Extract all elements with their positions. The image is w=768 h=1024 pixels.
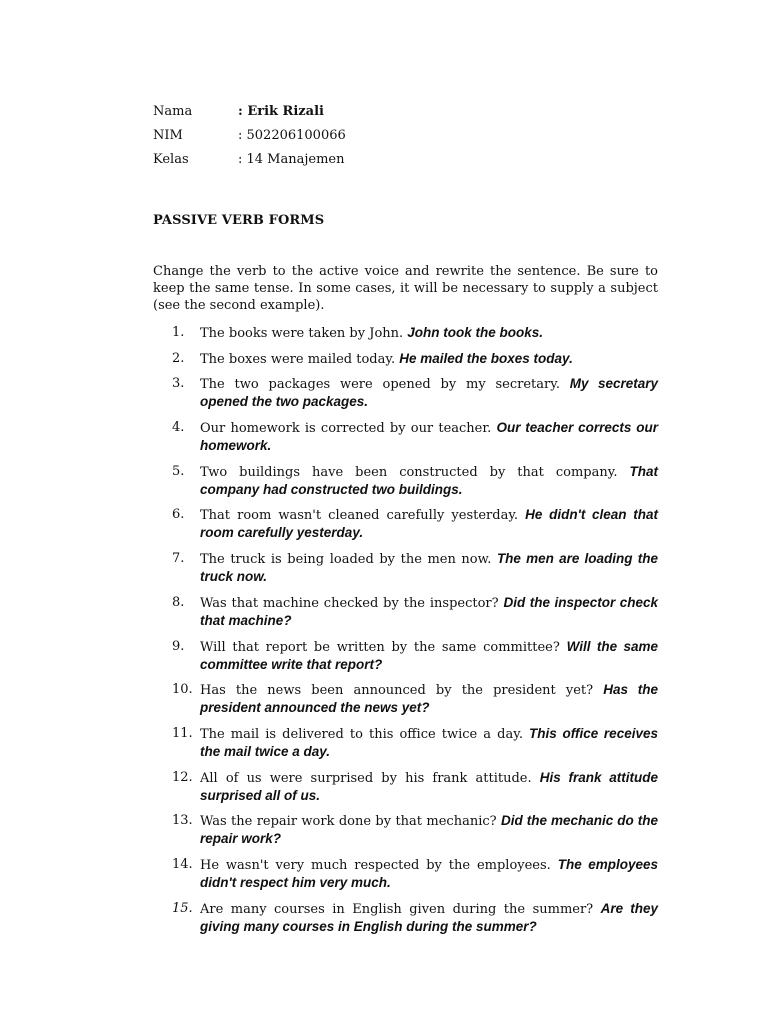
item-content bbox=[200, 506, 658, 542]
active-sentence-answer: Our teacher corrects our homework. bbox=[200, 420, 658, 454]
item-number bbox=[153, 812, 200, 848]
class-row bbox=[153, 151, 603, 175]
item-number bbox=[153, 375, 200, 411]
item-number-text: 5. bbox=[172, 463, 185, 479]
item-number bbox=[153, 856, 200, 892]
name-value: : Erik Rizali bbox=[238, 104, 324, 119]
active-sentence-answer: His frank attitude surprised all of us. bbox=[200, 769, 658, 803]
passive-sentence: The two packages were opened by my secretary. bbox=[200, 377, 560, 393]
list-item bbox=[153, 324, 658, 342]
passive-sentence: All of us were surprised by his frank attitude. bbox=[200, 770, 532, 786]
item-number bbox=[153, 900, 200, 936]
section-title: PASSIVE VERB FORMS bbox=[153, 213, 325, 228]
active-sentence-answer: He didn't clean that room carefully yesterday. bbox=[200, 507, 658, 541]
item-number-text: 4. bbox=[172, 420, 185, 436]
list-item bbox=[153, 506, 658, 542]
passive-sentence: The mail is delivered to this office twice a day. bbox=[200, 726, 523, 742]
active-sentence-answer: Are they giving many courses in English during the summer? bbox=[200, 900, 658, 934]
list-item bbox=[153, 594, 658, 630]
item-content bbox=[200, 769, 658, 805]
active-sentence-answer: My secretary opened the two packages. bbox=[200, 376, 659, 410]
active-sentence-answer: Has the president announced the news yet? bbox=[200, 682, 658, 716]
class-label: Kelas bbox=[153, 152, 189, 167]
item-content bbox=[200, 725, 658, 761]
student-info bbox=[153, 103, 603, 175]
active-sentence-answer: The men are loading the truck now. bbox=[200, 551, 658, 585]
class-value: : 14 Manajemen bbox=[238, 152, 345, 167]
item-number bbox=[153, 681, 200, 717]
item-number-text: 10. bbox=[172, 682, 193, 698]
passive-sentence: Has the news been announced by the president yet? bbox=[200, 683, 594, 699]
name-row bbox=[153, 103, 603, 127]
list-item bbox=[153, 375, 658, 411]
item-content bbox=[200, 594, 658, 630]
name-label: Nama bbox=[153, 104, 193, 119]
nim-value: : 502206100066 bbox=[238, 128, 346, 143]
active-sentence-answer: He mailed the boxes today. bbox=[399, 350, 573, 366]
passive-sentence: He wasn't very much respected by the employees. bbox=[200, 857, 551, 873]
item-number bbox=[153, 324, 200, 342]
item-number-text: 14. bbox=[172, 856, 193, 872]
passive-sentence: Our homework is corrected by our teacher. bbox=[200, 421, 492, 437]
item-number bbox=[153, 638, 200, 674]
item-number-text: 2. bbox=[172, 350, 185, 366]
active-sentence-answer: Will the same committee write that report? bbox=[200, 638, 659, 672]
passive-sentence: That room wasn't cleaned carefully yesterday. bbox=[200, 508, 519, 524]
list-item bbox=[153, 769, 658, 805]
item-number-text: 9. bbox=[172, 638, 185, 654]
passive-sentence: Two buildings have been constructed by that company. bbox=[200, 464, 618, 480]
passive-sentence: Was that machine checked by the inspector? bbox=[200, 595, 499, 611]
list-item bbox=[153, 463, 658, 499]
list-item bbox=[153, 350, 658, 368]
list-item bbox=[153, 900, 658, 936]
passive-sentence: The books were taken by John. bbox=[200, 326, 404, 341]
active-sentence-answer: That company had constructed two buildings. bbox=[200, 463, 658, 497]
list-item bbox=[153, 550, 658, 586]
item-number-text: 3. bbox=[172, 376, 185, 392]
list-item bbox=[153, 725, 658, 761]
item-number bbox=[153, 463, 200, 499]
item-content bbox=[200, 419, 658, 455]
item-number bbox=[153, 550, 200, 586]
item-content bbox=[200, 812, 658, 848]
list-item bbox=[153, 419, 658, 455]
active-sentence-answer: This office receives the mail twice a day. bbox=[200, 725, 658, 759]
active-sentence-answer: John took the books. bbox=[407, 325, 544, 340]
item-number-text: 6. bbox=[172, 507, 185, 523]
active-sentence-answer: Did the mechanic do the repair work? bbox=[200, 813, 658, 847]
list-item bbox=[153, 638, 658, 674]
item-number-text: 13. bbox=[172, 813, 193, 829]
item-content bbox=[200, 375, 658, 411]
item-number-text: 12. bbox=[172, 769, 193, 785]
item-number bbox=[153, 769, 200, 805]
exercise-list bbox=[153, 324, 658, 943]
item-content bbox=[200, 350, 658, 368]
item-number bbox=[153, 506, 200, 542]
active-sentence-answer: Did the inspector check that machine? bbox=[200, 594, 658, 628]
item-number-text: 15. bbox=[172, 900, 193, 916]
item-number bbox=[153, 725, 200, 761]
passive-sentence: The truck is being loaded by the men now. bbox=[200, 552, 492, 568]
list-item bbox=[153, 681, 658, 717]
item-number bbox=[153, 350, 200, 368]
instructions: Change the verb to the active voice and rewrite the sentence. Be sure to keep the same tense. In some cases, it will be necessary to supply a subject (see the second example). bbox=[153, 264, 658, 313]
item-content bbox=[200, 856, 658, 892]
active-sentence-answer: The employees didn't respect him very much. bbox=[200, 856, 658, 890]
nim-row bbox=[153, 127, 603, 151]
item-number-text: 11. bbox=[172, 725, 193, 741]
item-content bbox=[200, 550, 658, 586]
item-number bbox=[153, 419, 200, 455]
item-content bbox=[200, 638, 658, 674]
item-number-text: 7. bbox=[172, 551, 185, 567]
nim-label: NIM bbox=[153, 128, 183, 143]
item-number bbox=[153, 594, 200, 630]
item-content bbox=[200, 900, 658, 936]
passive-sentence: Was the repair work done by that mechanic? bbox=[200, 814, 497, 830]
item-content bbox=[200, 463, 658, 499]
passive-sentence: Will that report be written by the same committee? bbox=[200, 639, 560, 655]
item-content bbox=[200, 681, 658, 717]
item-number-text: 1. bbox=[172, 325, 185, 340]
item-content bbox=[200, 324, 658, 342]
item-number-text: 8. bbox=[172, 594, 185, 610]
passive-sentence: The boxes were mailed today. bbox=[200, 351, 396, 367]
list-item bbox=[153, 856, 658, 892]
passive-sentence: Are many courses in English given during the summer? bbox=[200, 901, 594, 917]
list-item bbox=[153, 812, 658, 848]
